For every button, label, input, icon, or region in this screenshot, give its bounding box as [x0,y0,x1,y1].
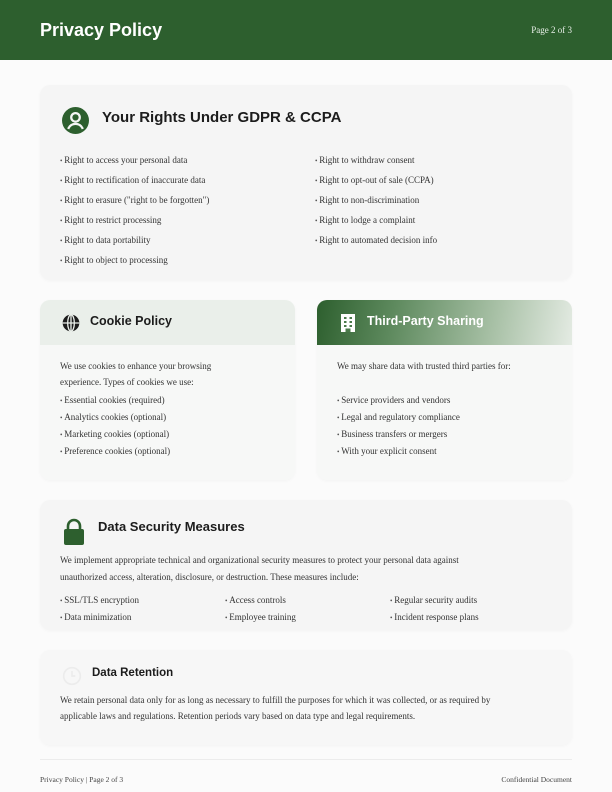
footer-confidential-label: Confidential Document [501,775,572,784]
document-title: Privacy Policy [40,19,163,40]
globe-icon [61,313,81,333]
third-party-item: • Business transfers or mergers [337,429,447,439]
third-party-intro: We may share data with trusted third parties for: [337,361,511,371]
retention-title: Data Retention [92,667,174,679]
footer-page-info: Privacy Policy | Page 2 of 3 [40,775,124,784]
security-item: • Employee training [225,612,296,622]
rights-item: • Right to withdraw consent [315,155,414,165]
security-item: • Access controls [225,595,286,605]
retention-text-line: applicable laws and regulations. Retention periods vary based on data type and legal requirements. [60,711,416,721]
third-party-title: Third-Party Sharing [367,314,484,328]
cookie-policy-section [40,300,295,480]
security-item: • Incident response plans [390,612,479,622]
page-header [0,0,612,60]
user-circle-icon [62,107,89,134]
cookie-intro-line: experience. Types of cookies we use: [60,377,194,387]
page-indicator: Page 2 of 3 [531,25,572,35]
security-intro-line: We implement appropriate technical and organizational security measures to protect your personal data against [60,555,459,565]
security-title: Data Security Measures [98,519,245,534]
clock-icon [62,666,82,686]
rights-item: • Right to access your personal data [60,155,187,165]
data-retention-section [40,650,572,745]
security-intro-line: unauthorized access, alteration, disclosure, or destruction. These measures include: [60,572,359,582]
rights-item: • Right to rectification of inaccurate data [60,175,205,185]
cookie-item: • Marketing cookies (optional) [60,429,169,439]
rights-title: Your Rights Under GDPR & CCPA [102,109,342,126]
third-party-item: • Service providers and vendors [337,395,450,405]
footer-divider [40,759,572,760]
rights-item: • Right to opt-out of sale (CCPA) [315,175,434,185]
rights-item: • Right to lodge a complaint [315,215,415,225]
cookie-item: • Essential cookies (required) [60,395,165,405]
third-party-sharing-section [317,300,572,480]
security-item: • Regular security audits [390,595,477,605]
third-party-item: • With your explicit consent [337,446,437,456]
rights-item: • Right to non-discrimination [315,195,419,205]
cookie-item: • Analytics cookies (optional) [60,412,166,422]
cookie-item: • Preference cookies (optional) [60,446,170,456]
rights-item: • Right to automated decision info [315,235,437,245]
third-party-item: • Legal and regulatory compliance [337,412,460,422]
cookie-intro-line: We use cookies to enhance your browsing [60,361,212,371]
rights-item: • Right to restrict processing [60,215,161,225]
data-security-section [40,500,572,630]
lock-icon [62,518,86,546]
rights-item: • Right to erasure ("right to be forgotten") [60,195,209,205]
rights-section [40,85,572,280]
rights-item: • Right to object to processing [60,255,168,265]
security-item: • Data minimization [60,612,131,622]
security-item: • SSL/TLS encryption [60,595,139,605]
building-icon [339,313,357,333]
rights-item: • Right to data portability [60,235,150,245]
retention-text-line: We retain personal data only for as long as necessary to fulfill the purposes for which it was collected, or as required by [60,695,491,705]
cookie-title: Cookie Policy [90,314,172,328]
